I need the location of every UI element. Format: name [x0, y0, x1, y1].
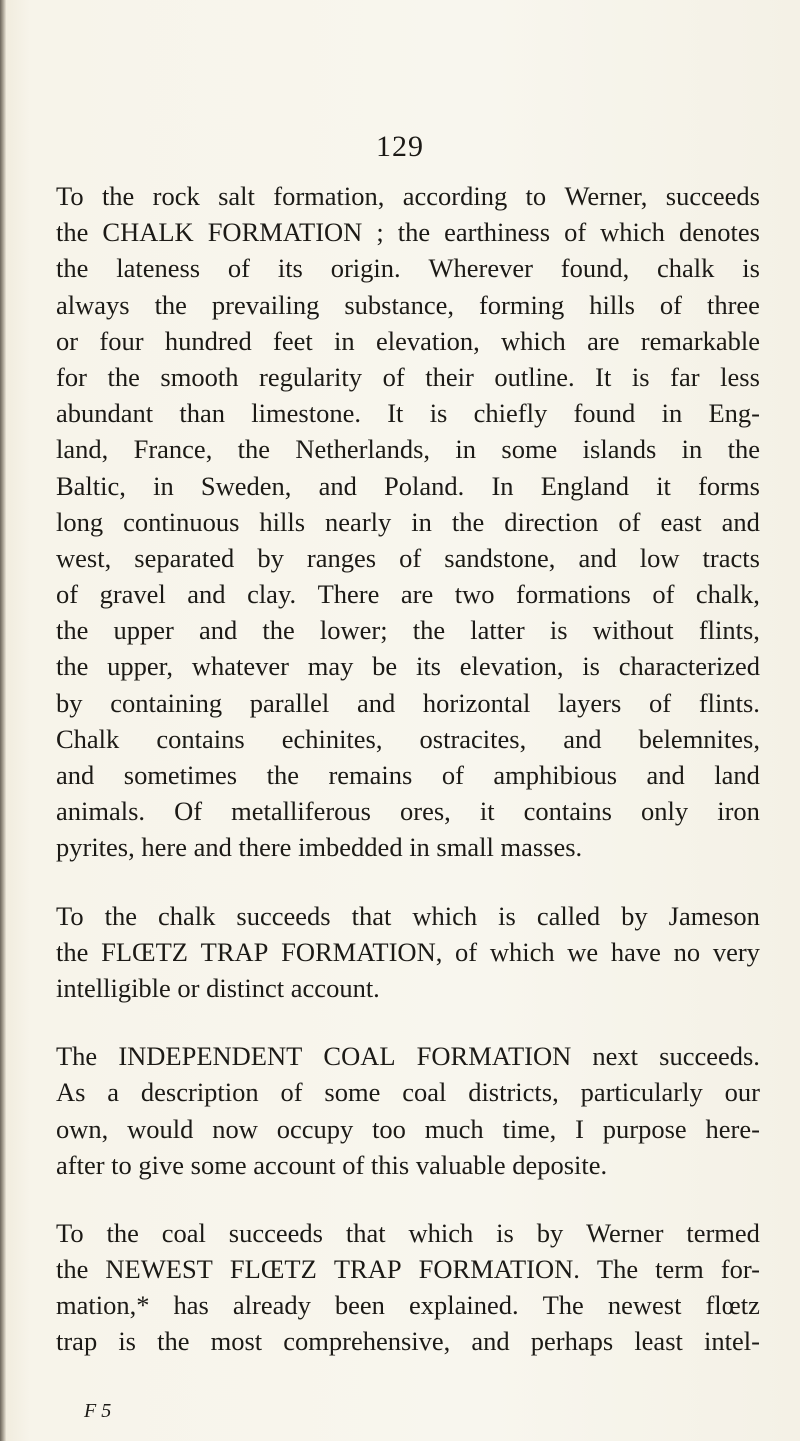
word: coal: [402, 1077, 447, 1108]
word: regularity: [259, 361, 363, 392]
word: some: [324, 1077, 381, 1108]
word: continuous: [123, 506, 240, 537]
word: the: [56, 253, 89, 284]
word: purpose: [602, 1113, 687, 1144]
word: tracts: [702, 542, 760, 573]
text-line: [56, 178, 760, 214]
word: comprehensive,: [283, 1326, 451, 1357]
word: elevation,: [459, 651, 564, 682]
word: their: [425, 361, 474, 392]
word: ;: [376, 217, 384, 248]
word: upper,: [107, 651, 174, 682]
word: islands: [582, 434, 657, 465]
word: term: [655, 1254, 704, 1285]
word: of: [399, 542, 422, 573]
text-line: [56, 1251, 760, 1287]
word: by: [56, 687, 83, 718]
word: The: [56, 1041, 98, 1072]
word: FLŒTZ: [101, 936, 188, 967]
word: NEWEST: [105, 1254, 213, 1285]
word: and: [563, 723, 602, 754]
word: of: [280, 1077, 303, 1108]
word: France,: [133, 434, 213, 465]
word: gravel: [99, 579, 166, 610]
word: flints.: [698, 687, 760, 718]
word: found,: [560, 253, 630, 284]
word: has: [173, 1290, 209, 1321]
word: the: [56, 936, 89, 967]
word: sometimes: [123, 760, 238, 790]
word: chalk,: [695, 579, 760, 610]
word: particularly: [580, 1077, 703, 1108]
word: less: [720, 361, 760, 392]
word: animals.: [56, 796, 146, 827]
word: horizontal: [422, 687, 531, 718]
word: belemnites,: [638, 723, 760, 754]
word: of: [659, 289, 682, 320]
word: the: [727, 434, 760, 465]
word: succeeds: [665, 181, 760, 211]
word: nearly: [325, 506, 392, 537]
word: iron: [717, 796, 760, 827]
word: remarkable: [640, 325, 760, 356]
word: direction: [504, 506, 599, 537]
word: the: [56, 651, 89, 682]
word: flints,: [698, 615, 760, 646]
word: which: [501, 325, 566, 356]
word: parallel: [249, 687, 330, 718]
word: we: [567, 936, 599, 967]
word: according: [402, 181, 508, 211]
word: prevailing: [211, 289, 320, 320]
word: Of: [174, 796, 203, 827]
word: In: [491, 470, 514, 501]
word: and: [199, 615, 238, 646]
word: Jameson: [668, 900, 760, 931]
word: districts,: [468, 1077, 559, 1108]
word: description: [140, 1077, 259, 1108]
word: whatever: [191, 651, 289, 682]
word: the: [412, 615, 446, 646]
word: than: [179, 398, 226, 429]
text-line: [56, 250, 760, 286]
word: to: [525, 181, 547, 211]
word: succeeds: [236, 900, 331, 931]
page-number: 129: [376, 130, 424, 163]
word: separated: [134, 542, 235, 573]
word: by: [536, 1217, 564, 1248]
word: of: [564, 217, 587, 248]
paragraph-coal-formation: [56, 1038, 760, 1183]
word: Chalk: [56, 723, 120, 754]
word: own,: [56, 1113, 109, 1144]
word: the: [154, 289, 187, 320]
signature-mark: F 5: [84, 1400, 112, 1422]
text-line: after to give some account of this valuable deposite.: [56, 1149, 608, 1180]
word: CHALK: [102, 217, 194, 248]
text-line: [56, 576, 760, 612]
word: flœtz: [705, 1290, 760, 1321]
text-line: [56, 1038, 760, 1074]
word: is: [582, 651, 600, 682]
word: and: [721, 506, 760, 537]
word: chiefly: [473, 398, 548, 429]
word: clay.: [247, 579, 297, 610]
word: for-: [720, 1254, 760, 1285]
word: lateness: [116, 253, 201, 284]
word: in: [661, 398, 683, 429]
word: chalk: [657, 253, 715, 284]
text-line: intelligible or distinct account.: [56, 972, 380, 1003]
word: here-: [705, 1113, 760, 1144]
word: and: [646, 760, 685, 790]
word: containing: [110, 687, 223, 718]
word: smooth: [160, 361, 239, 392]
word: explained.: [408, 1290, 519, 1321]
word: are: [587, 325, 620, 356]
word: time,: [502, 1113, 557, 1144]
word: a: [107, 1077, 120, 1108]
word: Wherever: [428, 253, 533, 284]
word: least: [634, 1326, 683, 1357]
word: and: [56, 760, 95, 790]
text-line: [56, 757, 760, 793]
word: which: [600, 217, 665, 248]
word: metalliferous: [231, 796, 371, 827]
word: COAL: [323, 1041, 396, 1072]
word: coal: [161, 1217, 206, 1248]
word: or: [56, 325, 79, 356]
word: The: [542, 1290, 584, 1321]
word: FORMATION,: [281, 936, 443, 967]
word: is: [631, 361, 650, 392]
word: the: [106, 1217, 139, 1248]
body-text: [56, 178, 760, 1392]
word: limestone.: [251, 398, 361, 429]
word: To: [56, 1217, 84, 1248]
word: and: [318, 470, 357, 501]
word: without: [592, 615, 674, 646]
word: is: [498, 900, 516, 931]
text-line: [56, 395, 760, 431]
word: England: [540, 470, 630, 501]
text-line: [56, 540, 760, 576]
word: land,: [56, 434, 109, 465]
word: now: [212, 1113, 258, 1144]
word: very: [712, 936, 760, 967]
word: of: [618, 506, 641, 537]
binding-edge: [0, 0, 6, 1441]
word: already: [232, 1290, 311, 1321]
word: denotes: [678, 217, 760, 248]
word: the: [237, 434, 271, 465]
text-line: [56, 287, 760, 323]
word: forming: [478, 289, 565, 320]
word: forms: [698, 470, 760, 501]
word: low: [639, 542, 680, 573]
text-line: [56, 214, 760, 250]
text-line: [56, 323, 760, 359]
word: elevation,: [375, 325, 480, 356]
word: its: [415, 651, 441, 682]
word: It: [595, 361, 612, 392]
word: and: [471, 1326, 510, 1357]
word: it: [479, 796, 495, 827]
word: I: [575, 1113, 584, 1144]
word: ores,: [400, 796, 451, 827]
word: To: [56, 900, 84, 931]
word: mation,*: [56, 1290, 150, 1321]
word: FORMATION.: [418, 1254, 580, 1285]
paragraph-floetz-trap: [56, 898, 760, 1007]
word: are: [400, 579, 434, 610]
word: land: [714, 760, 760, 790]
word: As: [56, 1077, 86, 1108]
word: its: [277, 253, 303, 284]
word: ranges: [306, 542, 377, 573]
word: the: [266, 760, 299, 790]
text-line: [56, 721, 760, 757]
word: in: [455, 434, 477, 465]
word: by: [621, 900, 648, 931]
word: newest: [607, 1290, 682, 1321]
word: intel-: [703, 1326, 760, 1357]
word: TRAP: [333, 1254, 402, 1285]
text-line: [56, 468, 760, 504]
word: most: [210, 1326, 263, 1357]
word: found: [573, 398, 636, 429]
word: no: [673, 936, 701, 967]
text-line: [56, 1323, 760, 1359]
word: formations: [516, 579, 631, 610]
word: of: [382, 361, 405, 392]
text-line: [56, 1215, 760, 1251]
word: called: [536, 900, 601, 931]
word: the: [56, 1254, 89, 1285]
word: Werner: [586, 1217, 664, 1248]
word: sandstone,: [444, 542, 556, 573]
text-line: [56, 431, 760, 467]
word: is: [496, 1217, 514, 1248]
word: feet: [273, 325, 313, 356]
word: and: [187, 579, 226, 610]
word: is: [429, 398, 448, 429]
paragraph-newest-floetz-trap: [56, 1215, 760, 1360]
word: lower;: [319, 615, 388, 646]
word: of: [649, 687, 672, 718]
word: the: [56, 217, 89, 248]
word: Werner,: [564, 181, 648, 211]
word: the: [104, 900, 137, 931]
word: of: [56, 579, 79, 610]
word: ostracites,: [419, 723, 527, 754]
word: two: [454, 579, 495, 610]
word: earthiness: [444, 217, 551, 248]
word: would: [127, 1113, 194, 1144]
word: TRAP: [200, 936, 269, 967]
word: east: [660, 506, 702, 537]
word: it: [656, 470, 671, 501]
word: the: [397, 217, 431, 248]
text-line: [56, 1287, 760, 1323]
word: FORMATION: [207, 217, 363, 248]
word: been: [334, 1290, 385, 1321]
word: for: [56, 361, 87, 392]
word: of: [227, 253, 250, 284]
word: long: [56, 506, 104, 537]
word: is: [549, 615, 568, 646]
word: perhaps: [530, 1326, 614, 1357]
word: trap: [56, 1326, 98, 1357]
word: The: [596, 1254, 639, 1285]
word: Sweden,: [200, 470, 292, 501]
word: the: [157, 1326, 190, 1357]
text-line: [56, 612, 760, 648]
text-line: [56, 1074, 760, 1110]
word: To: [56, 181, 84, 211]
word: much: [424, 1113, 484, 1144]
word: characterized: [618, 651, 760, 682]
word: always: [56, 289, 130, 320]
word: of: [441, 760, 464, 790]
word: the: [56, 615, 89, 646]
word: upper: [113, 615, 174, 646]
text-line: [56, 793, 760, 829]
text-line: [56, 1111, 760, 1147]
word: west,: [56, 542, 112, 573]
word: which: [489, 936, 555, 967]
word: the: [107, 361, 140, 392]
word: three: [706, 289, 760, 320]
word: is: [742, 253, 760, 284]
word: the: [451, 506, 485, 537]
word: may: [307, 651, 354, 682]
word: some: [501, 434, 558, 465]
word: of: [455, 936, 478, 967]
word: Baltic,: [56, 470, 126, 501]
word: contains: [156, 723, 245, 754]
word: echinites,: [281, 723, 383, 754]
word: termed: [686, 1217, 760, 1248]
word: amphibious: [493, 760, 618, 790]
word: succeeds: [228, 1217, 323, 1248]
text-line: [56, 504, 760, 540]
word: substance,: [344, 289, 454, 320]
word: INDEPENDENT: [118, 1041, 303, 1072]
word: succeeds.: [659, 1041, 760, 1072]
paragraph-chalk-formation: [56, 178, 760, 866]
word: formation,: [273, 181, 385, 211]
word: outline.: [494, 361, 575, 392]
word: hills: [259, 506, 306, 537]
word: that: [345, 1217, 386, 1248]
word: contains: [523, 796, 612, 827]
word: be: [372, 651, 398, 682]
word: is: [118, 1326, 136, 1357]
word: hundred: [164, 325, 252, 356]
text-line: [56, 648, 760, 684]
word: latter: [470, 615, 525, 646]
word: origin.: [330, 253, 401, 284]
word: the: [262, 615, 295, 646]
word: remains: [328, 760, 413, 790]
word: FLŒTZ: [229, 1254, 317, 1285]
word: only: [641, 796, 689, 827]
word: have: [610, 936, 661, 967]
word: It: [387, 398, 404, 429]
word: which: [408, 1217, 474, 1248]
word: and: [578, 542, 617, 573]
word: There: [317, 579, 380, 610]
word: Netherlands,: [295, 434, 431, 465]
text-line: pyrites, here and there imbedded in small masses.: [56, 832, 583, 863]
word: Eng-: [708, 398, 760, 429]
word: abundant: [56, 398, 154, 429]
word: far: [670, 361, 700, 392]
word: that: [351, 900, 392, 931]
word: by: [257, 542, 284, 573]
word: next: [592, 1041, 639, 1072]
word: rock: [152, 181, 200, 211]
word: layers: [558, 687, 622, 718]
word: and: [356, 687, 396, 718]
word: salt: [218, 181, 255, 211]
word: of: [652, 579, 675, 610]
word: too: [372, 1113, 406, 1144]
text-line: [56, 685, 760, 721]
word: occupy: [276, 1113, 354, 1144]
word: in: [334, 325, 355, 356]
word: Poland.: [384, 470, 465, 501]
word: in: [411, 506, 432, 537]
word: which: [412, 900, 478, 931]
text-line: [56, 898, 760, 934]
word: hills: [589, 289, 635, 320]
text-line: [56, 359, 760, 395]
word: the: [101, 181, 135, 211]
word: chalk: [158, 900, 216, 931]
word: our: [724, 1077, 760, 1108]
text-line: [56, 934, 760, 970]
word: FORMATION: [416, 1041, 572, 1072]
word: four: [99, 325, 144, 356]
word: in: [153, 470, 174, 501]
word: in: [681, 434, 703, 465]
